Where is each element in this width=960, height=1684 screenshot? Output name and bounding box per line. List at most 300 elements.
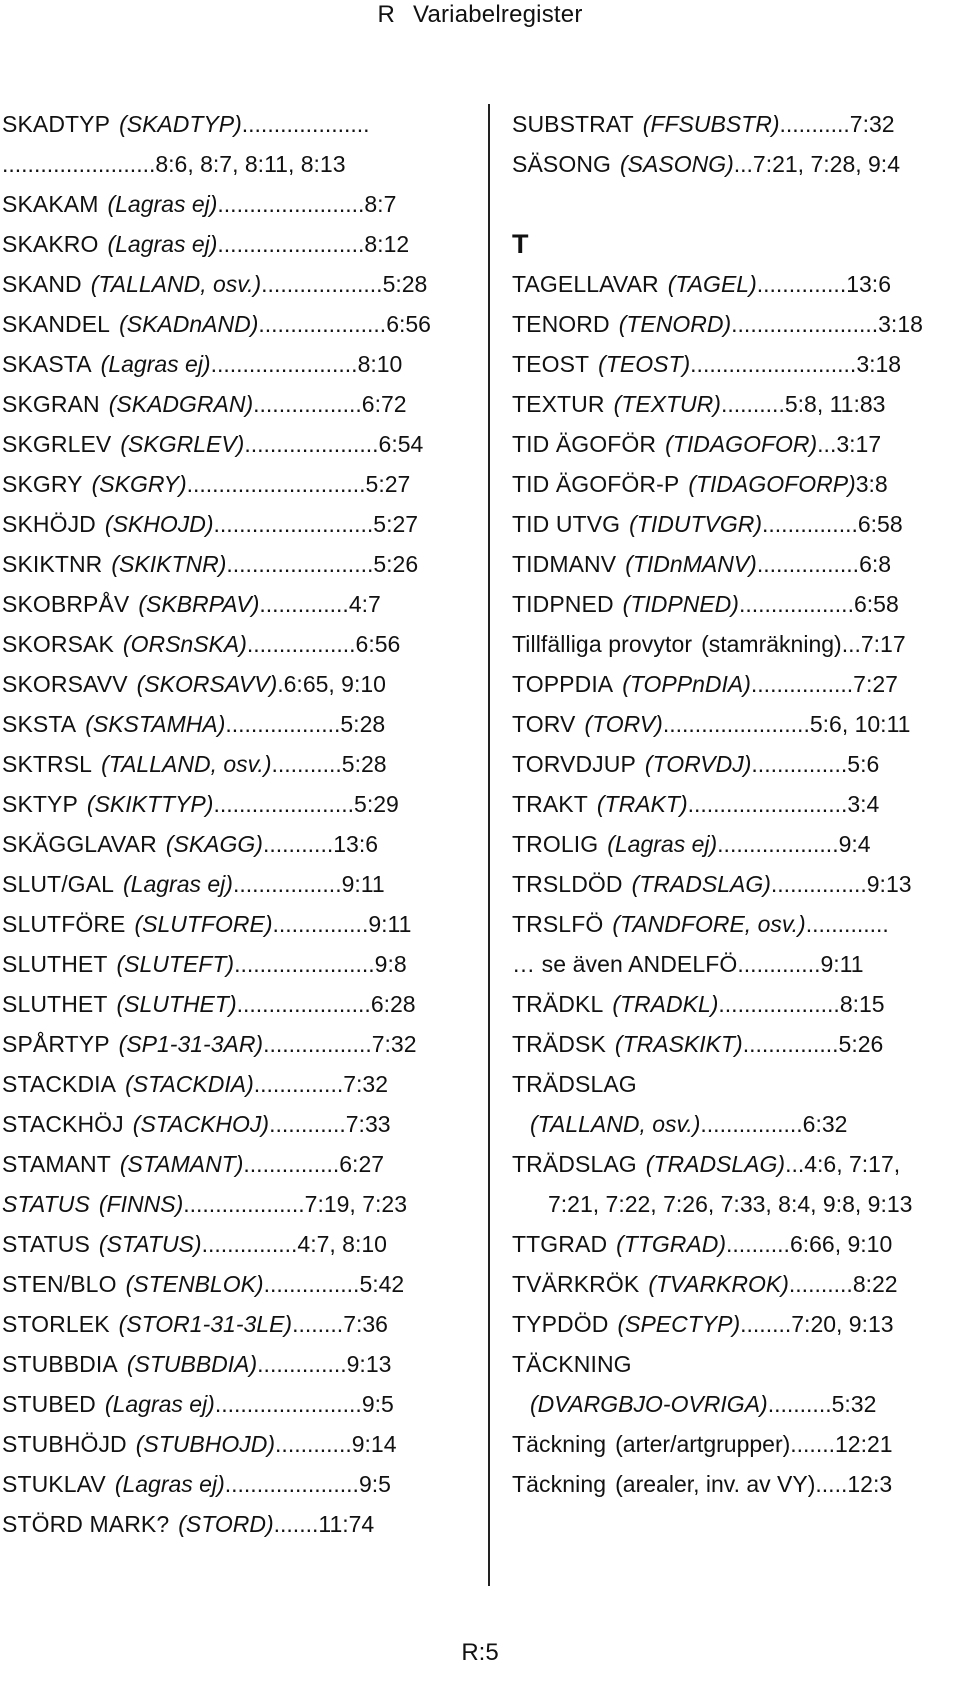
index-entry <box>2 224 472 264</box>
entry-variable: (FINNS) <box>98 1191 184 1217</box>
entry-name: TÄCKNING <box>512 1351 632 1377</box>
entry-leader-dots: .......................... <box>690 351 857 377</box>
entry-name: TTGRAD <box>512 1231 608 1257</box>
index-entry <box>2 984 472 1024</box>
index-entry <box>512 424 958 464</box>
entry-pages: 6:65, 9:10 <box>283 671 386 697</box>
entry-variable: (Lagras ej) <box>114 1471 225 1497</box>
header-letter: R <box>377 1 396 28</box>
entry-pages: 3:18 <box>878 311 923 337</box>
entry-pages: 13:6 <box>333 831 378 857</box>
entry-variable: (TIDPNED) <box>622 591 739 617</box>
entry-pages: 4:7 <box>348 591 381 617</box>
entry-leader-dots: ............... <box>742 1031 839 1057</box>
index-entry <box>2 1344 472 1384</box>
entry-variable: (Lagras ej) <box>123 871 233 897</box>
entry-leader-dots: ................ <box>750 671 854 697</box>
entry-pages: 13:6 <box>846 271 891 297</box>
entry-variable: (TALLAND, osv.) <box>530 1111 701 1137</box>
entry-variable: (STUBHOJD) <box>135 1431 276 1457</box>
entry-variable: (SKBRPAV) <box>138 591 260 617</box>
entry-leader-dots: .......... <box>726 1231 790 1257</box>
entry-leader-dots: ... <box>817 431 837 457</box>
entry-pages: 9:14 <box>351 1431 397 1457</box>
entry-variable: (SKAGG) <box>165 831 263 857</box>
entry-pages: 6:72 <box>361 391 407 417</box>
index-entry <box>512 1104 958 1144</box>
entry-variable: (TALLAND, osv.) <box>90 271 262 297</box>
index-entry <box>2 1184 472 1224</box>
entry-pages: 8:6, 8:7, 8:11, 8:13 <box>155 151 346 177</box>
index-entry <box>2 1104 472 1144</box>
entry-pages: 7:19, 7:23 <box>304 1191 407 1217</box>
entry-variable: (TRASKIKT) <box>614 1031 743 1057</box>
entry-name: STATUS <box>2 1191 90 1217</box>
entry-name: Täckning <box>512 1431 607 1457</box>
entry-leader-dots: ... <box>841 631 861 657</box>
index-entry <box>2 1224 472 1264</box>
entry-variable: (TEOST) <box>598 351 691 377</box>
entry-variable: (FFSUBSTR) <box>642 111 780 137</box>
entry-name: STACKDIA <box>2 1071 117 1097</box>
entry-variable: (TRAKT) <box>596 791 688 817</box>
entry-pages: 5:42 <box>359 1271 405 1297</box>
entry-variable: (TRADKL) <box>612 991 719 1017</box>
entry-name: TRÄDSLAG <box>512 1071 637 1097</box>
entry-pages: 6:66, 9:10 <box>789 1231 893 1257</box>
index-entry <box>512 944 958 984</box>
entry-leader-dots: ................. <box>232 871 342 897</box>
entry-name: STUBED <box>2 1391 96 1417</box>
entry-leader-dots: ................... <box>183 1191 305 1217</box>
entry-leader-dots: ....................... <box>217 191 365 217</box>
entry-pages: 4:6, 7:17, <box>804 1151 901 1177</box>
entry-leader-dots: ............. <box>737 951 821 977</box>
entry-name: STORLEK <box>2 1311 110 1337</box>
entry-leader-dots: ................. <box>253 391 362 417</box>
entry-pages: 3:17 <box>836 431 882 457</box>
index-entry <box>512 1144 958 1184</box>
entry-pages: 6:56 <box>386 311 431 337</box>
entry-leader-dots: .............. <box>257 1351 347 1377</box>
entry-name: SKGRLEV <box>2 431 112 457</box>
entry-leader-dots: . <box>277 671 284 697</box>
entry-leader-dots: ....................... <box>214 1391 362 1417</box>
entry-variable: (SKADnAND) <box>119 311 259 337</box>
entry-pages: 7:36 <box>343 1311 388 1337</box>
entry-leader-dots: .............. <box>756 271 847 297</box>
entry-leader-dots: ......................... <box>687 791 848 817</box>
entry-leader-dots: .................. <box>738 591 854 617</box>
entry-leader-dots: ........... <box>271 751 342 777</box>
index-entry <box>2 1264 472 1304</box>
entry-leader-dots: ............... <box>263 1271 360 1297</box>
entry-name: SKSTA <box>2 711 77 737</box>
entry-pages: 9:5 <box>361 1391 394 1417</box>
entry-pages: 7:21, 7:28, 9:4 <box>752 151 900 177</box>
index-entry <box>2 504 472 544</box>
index-entry <box>2 864 472 904</box>
entry-leader-dots: ..................... <box>244 431 379 457</box>
entry-name: SKÄGGLAVAR <box>2 831 157 857</box>
entry-pages: 3:8 <box>855 471 888 497</box>
entry-name: TIDMANV <box>512 551 617 577</box>
entry-name: TRÄDSLAG <box>512 1151 637 1177</box>
entry-name: TRÄDKL <box>512 991 604 1017</box>
entry-leader-dots: ................ <box>700 1111 803 1137</box>
entry-pages: 5:29 <box>354 791 399 817</box>
entry-variable: (arealer, inv. av VY) <box>615 1471 816 1497</box>
index-entry <box>512 1304 958 1344</box>
entry-variable: (TANDFORE, osv.) <box>612 911 806 937</box>
entry-leader-dots: ............. <box>805 911 889 937</box>
index-entry <box>512 544 958 584</box>
entry-variable: (Lagras ej) <box>107 191 218 217</box>
entry-leader-dots: ....... <box>273 1511 319 1537</box>
entry-variable: (SKADTYP) <box>119 111 242 137</box>
entry-leader-dots: ................. <box>263 1031 372 1057</box>
index-entry <box>2 1424 472 1464</box>
entry-variable: (TAGEL) <box>667 271 757 297</box>
index-entry <box>512 784 958 824</box>
entry-pages: 9:11 <box>341 871 385 897</box>
entry-name: TRSLFÖ <box>512 911 604 937</box>
entry-pages: 7:33 <box>345 1111 391 1137</box>
entry-variable: (STOR1-31-3LE) <box>118 1311 293 1337</box>
entry-name: TRÄDSK <box>512 1031 606 1057</box>
entry-name: STACKHÖJ <box>2 1111 124 1137</box>
index-entry <box>512 344 958 384</box>
entry-pages: 5:28 <box>341 751 387 777</box>
entry-name: TID ÄGOFÖR <box>512 431 657 457</box>
index-entry <box>2 904 472 944</box>
entry-name: SKAND <box>2 271 82 297</box>
entry-pages: 6:28 <box>370 991 416 1017</box>
entry-leader-dots: .................... <box>258 311 387 337</box>
entry-leader-dots: ....................... <box>226 551 374 577</box>
entry-leader-dots: ..... <box>815 1471 848 1497</box>
index-entry <box>512 744 958 784</box>
index-entry <box>512 104 958 144</box>
entry-pages: 8:12 <box>364 231 410 257</box>
entry-leader-dots: ................... <box>718 991 840 1017</box>
entry-name: SKORSAK <box>2 631 114 657</box>
entry-name: SKOBRPÅV <box>2 591 130 617</box>
left-column <box>2 104 472 1544</box>
entry-variable: (Lagras ej) <box>607 831 718 857</box>
entry-pages: 5:26 <box>373 551 419 577</box>
entry-leader-dots: ......................... <box>213 511 374 537</box>
entry-variable: (TIDnMANV) <box>625 551 757 577</box>
entry-name: TRAKT <box>512 791 588 817</box>
entry-leader-dots: ............... <box>751 751 848 777</box>
index-entry <box>512 984 958 1024</box>
entry-name: SKANDEL <box>2 311 111 337</box>
entry-variable: (SP1-31-3AR) <box>118 1031 264 1057</box>
entry-pages: 5:6 <box>847 751 880 777</box>
index-entry <box>512 824 958 864</box>
entry-pages: 6:58 <box>857 511 903 537</box>
entry-name: STAMANT <box>2 1151 111 1177</box>
entry-name: SKASTA <box>2 351 92 377</box>
index-entry <box>512 1224 958 1264</box>
index-entry <box>2 824 472 864</box>
entry-name: TID UTVG <box>512 511 621 537</box>
entry-leader-dots: ............... <box>243 1151 340 1177</box>
entry-leader-dots: ........................ <box>2 151 156 177</box>
entry-name: SKADTYP <box>2 111 111 137</box>
column-divider <box>488 104 490 1586</box>
index-entry <box>512 1064 958 1104</box>
entry-leader-dots: ............ <box>269 1111 346 1137</box>
entry-leader-dots: ..................... <box>236 991 371 1017</box>
entry-variable: (SKIKTNR) <box>111 551 227 577</box>
entry-leader-dots: ........... <box>779 111 850 137</box>
entry-pages: 8:22 <box>852 1271 898 1297</box>
entry-leader-dots: ....................... <box>210 351 358 377</box>
entry-name: SKTRSL <box>2 751 93 777</box>
index-entry <box>2 1144 472 1184</box>
index-entry <box>2 584 472 624</box>
entry-pages: 5:27 <box>365 471 411 497</box>
entry-leader-dots: ............... <box>201 1231 298 1257</box>
entry-pages: 3:4 <box>847 791 880 817</box>
entry-leader-dots: ............................ <box>186 471 366 497</box>
entry-variable: (TIDAGOFORP) <box>688 471 856 497</box>
entry-leader-dots: .................... <box>241 111 370 137</box>
entry-leader-dots: ........ <box>740 1311 792 1337</box>
entry-leader-dots: .............. <box>259 591 349 617</box>
entry-variable: (TIDAGOFOR) <box>665 431 818 457</box>
entry-pages: 5:28 <box>340 711 386 737</box>
entry-variable: (TALLAND, osv.) <box>101 751 272 777</box>
entry-variable: (stamräkning) <box>701 631 842 657</box>
index-entry <box>512 1344 958 1384</box>
entry-pages: 7:20, 9:13 <box>791 1311 894 1337</box>
entry-pages: 8:7 <box>364 191 397 217</box>
entry-leader-dots: ....................... <box>731 311 879 337</box>
index-entry <box>512 264 958 304</box>
index-entry <box>2 664 472 704</box>
index-entry <box>2 1504 472 1544</box>
entry-pages: 6:56 <box>355 631 401 657</box>
index-entry <box>2 304 472 344</box>
entry-variable: (SLUTHET) <box>116 991 237 1017</box>
entry-variable: (SLUTFORE) <box>134 911 273 937</box>
entry-pages: 8:10 <box>357 351 403 377</box>
entry-pages: 8:15 <box>839 991 885 1017</box>
entry-pages: 7:32 <box>343 1071 388 1097</box>
entry-pages: 12:3 <box>847 1471 893 1497</box>
index-entry <box>2 544 472 584</box>
entry-pages: 7:21, 7:22, 7:26, 7:33, 8:4, 9:8, 9:13 <box>548 1191 913 1217</box>
index-entry <box>2 344 472 384</box>
index-entry <box>512 384 958 424</box>
index-entry <box>512 504 958 544</box>
entry-pages: 9:4 <box>838 831 871 857</box>
entry-variable: (arter/artgrupper) <box>615 1431 791 1457</box>
entry-pages: 7:27 <box>853 671 898 697</box>
entry-pages: 9:13 <box>346 1351 392 1377</box>
entry-variable: (ORSnSKA) <box>122 631 247 657</box>
entry-name: TIDPNED <box>512 591 614 617</box>
entry-name: TORV <box>512 711 576 737</box>
entry-name: SLUT/GAL <box>2 871 115 897</box>
index-entry <box>512 704 958 744</box>
index-entry <box>2 1304 472 1344</box>
entry-variable: (TIDUTVGR) <box>629 511 763 537</box>
index-entry <box>512 1264 958 1304</box>
entry-variable: (TTGRAD) <box>616 1231 727 1257</box>
index-entry <box>512 144 958 184</box>
index-entry <box>2 744 472 784</box>
entry-variable: (SKHOJD) <box>104 511 214 537</box>
entry-leader-dots: ................... <box>261 271 383 297</box>
entry-leader-dots: ....................... <box>662 711 810 737</box>
entry-pages: 5:8, 11:83 <box>784 391 886 417</box>
entry-variable: (TRADSLAG) <box>645 1151 786 1177</box>
index-entry <box>512 1184 958 1224</box>
entry-pages: 5:26 <box>838 1031 884 1057</box>
entry-pages: 3:18 <box>856 351 902 377</box>
entry-variable: (SLUTEFT) <box>116 951 235 977</box>
entry-name: TEOST <box>512 351 590 377</box>
entry-variable: (SKSTAMHA) <box>85 711 226 737</box>
entry-name: TAGELLAVAR <box>512 271 659 297</box>
index-entry <box>512 1464 958 1504</box>
entry-name: SKAKAM <box>2 191 99 217</box>
entry-leader-dots: ............ <box>275 1431 352 1457</box>
entry-pages: 9:13 <box>866 871 912 897</box>
entry-name: … se även ANDELFÖ <box>512 951 738 977</box>
entry-pages: 7:32 <box>849 111 895 137</box>
entry-variable: (TEXTUR) <box>613 391 721 417</box>
index-entry <box>2 384 472 424</box>
index-entry <box>512 464 958 504</box>
entry-variable: (TORVDJ) <box>644 751 752 777</box>
entry-name: STATUS <box>2 1231 90 1257</box>
entry-variable: (STAMANT) <box>119 1151 244 1177</box>
entry-leader-dots: ................. <box>246 631 356 657</box>
section-letter: T <box>512 229 529 259</box>
index-entry <box>2 784 472 824</box>
entry-name: TROLIG <box>512 831 599 857</box>
entry-leader-dots: ....................... <box>217 231 365 257</box>
entry-name: SUBSTRAT <box>512 111 634 137</box>
entry-pages: 11:74 <box>318 1511 375 1537</box>
entry-pages: 9:11 <box>820 951 864 977</box>
entry-variable: (STUBBDIA) <box>126 1351 258 1377</box>
index-entry <box>512 864 958 904</box>
entry-variable: (Lagras ej) <box>107 231 218 257</box>
entry-name: TENORD <box>512 311 610 337</box>
entry-pages: 12:21 <box>835 1431 893 1457</box>
index-entry <box>2 944 472 984</box>
index-entry <box>2 424 472 464</box>
entry-variable: (SKORSAVV) <box>136 671 278 697</box>
entry-pages: 6:8 <box>859 551 892 577</box>
blank-line <box>512 184 958 224</box>
index-entry <box>2 1384 472 1424</box>
index-entry <box>512 624 958 664</box>
page-number: R:5 <box>461 1639 499 1666</box>
entry-pages: 9:8 <box>374 951 407 977</box>
entry-leader-dots: ..................... <box>224 1471 359 1497</box>
entry-name: SKHÖJD <box>2 511 96 537</box>
entry-leader-dots: ............... <box>272 911 369 937</box>
entry-leader-dots: ... <box>733 151 753 177</box>
entry-leader-dots: ............... <box>770 871 867 897</box>
entry-name: TOPPDIA <box>512 671 614 697</box>
entry-variable: (SKADGRAN) <box>108 391 254 417</box>
entry-variable: (STENBLOK) <box>125 1271 264 1297</box>
entry-leader-dots: ... <box>785 1151 805 1177</box>
entry-leader-dots: .......... <box>720 391 785 417</box>
entry-variable: (STACKDIA) <box>125 1071 254 1097</box>
entry-variable: (SASONG) <box>620 151 734 177</box>
index-entry <box>512 904 958 944</box>
entry-variable: (STORD) <box>178 1511 274 1537</box>
index-entry <box>2 264 472 304</box>
index-entry <box>2 184 472 224</box>
index-entry <box>512 304 958 344</box>
index-entry <box>2 1464 472 1504</box>
index-entry <box>2 104 472 144</box>
entry-pages: 5:32 <box>831 1391 877 1417</box>
entry-name: SKGRAN <box>2 391 100 417</box>
entry-name: STÖRD MARK? <box>2 1511 170 1537</box>
entry-name: STUBBDIA <box>2 1351 118 1377</box>
entry-variable: (TVARKROK) <box>648 1271 789 1297</box>
entry-name: STEN/BLO <box>2 1271 117 1297</box>
entry-pages: 7:17 <box>860 631 906 657</box>
entry-leader-dots: ........... <box>262 831 334 857</box>
entry-pages: 6:54 <box>378 431 424 457</box>
entry-variable: (SKGRY) <box>91 471 187 497</box>
index-entry <box>2 464 472 504</box>
entry-name: STUKLAV <box>2 1471 106 1497</box>
index-entry <box>512 1424 958 1464</box>
entry-name: SKAKRO <box>2 231 99 257</box>
entry-variable: (SKGRLEV) <box>120 431 245 457</box>
entry-pages: 9:11 <box>368 911 412 937</box>
entry-name: SKIKTNR <box>2 551 103 577</box>
entry-name: SKORSAVV <box>2 671 128 697</box>
page-header <box>0 0 960 30</box>
entry-name: TRSLDÖD <box>512 871 623 897</box>
entry-pages: 4:7, 8:10 <box>297 1231 387 1257</box>
entry-name: SLUTHET <box>2 991 108 1017</box>
entry-variable: (SKIKTTYP) <box>86 791 214 817</box>
header-title: Variabelregister <box>413 1 583 28</box>
entry-leader-dots: ...................... <box>213 791 355 817</box>
entry-variable: (Lagras ej) <box>104 1391 215 1417</box>
entry-leader-dots: ............... <box>762 511 858 537</box>
entry-pages: 6:58 <box>853 591 899 617</box>
entry-leader-dots: .......... <box>788 1271 853 1297</box>
index-entry <box>2 624 472 664</box>
index-entry <box>512 664 958 704</box>
index-entry <box>512 1024 958 1064</box>
entry-name: TYPDÖD <box>512 1311 609 1337</box>
entry-variable: (SPECTYP) <box>617 1311 741 1337</box>
entry-name: TEXTUR <box>512 391 605 417</box>
entry-name: TID ÄGOFÖR-P <box>512 471 680 497</box>
index-entry <box>2 1024 472 1064</box>
entry-pages: 5:28 <box>382 271 428 297</box>
entry-leader-dots: ...................... <box>234 951 375 977</box>
entry-pages: 5:6, 10:11 <box>809 711 911 737</box>
